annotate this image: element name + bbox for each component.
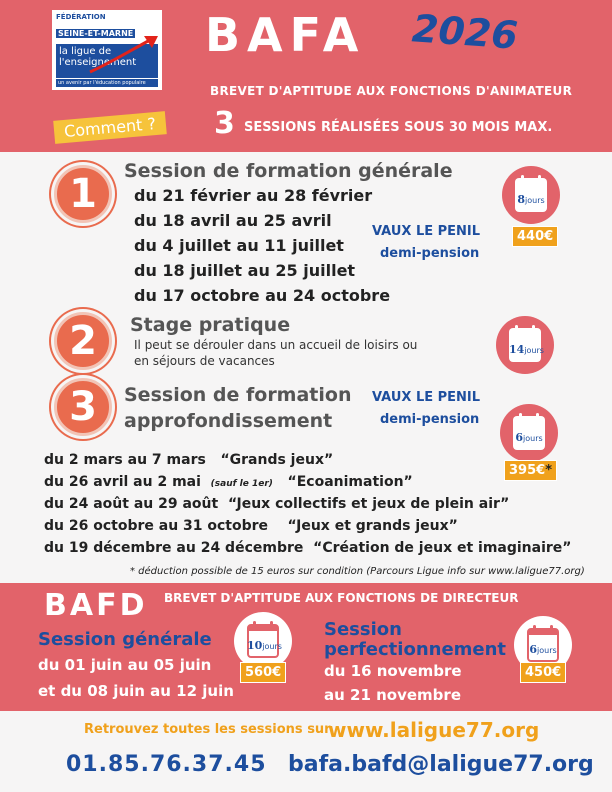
step1-date: du 4 juillet au 11 juillet — [134, 236, 344, 255]
bafa-title: BAFA — [205, 8, 366, 62]
sessions-number: 3 — [214, 106, 235, 141]
step1-place: VAUX LE PENIL — [372, 224, 481, 239]
step1-date: du 18 juillet au 25 juillet — [134, 261, 356, 280]
step3-session-theme: “Jeux et grands jeux” — [287, 518, 458, 534]
step2-desc-line2: en séjours de vacances — [134, 354, 275, 368]
logo-federation: FÉDÉRATION — [56, 13, 106, 21]
step3-session-row — [44, 452, 333, 468]
step3-session-dates: du 19 décembre au 24 décembre — [44, 540, 304, 556]
step1-price: 440€ — [512, 226, 558, 247]
step2-number: 2 — [54, 312, 112, 370]
step3-session-theme: “Jeux collectifs et jeux de plein air” — [227, 496, 510, 512]
bafd-general-line1: du 01 juin au 05 juin — [38, 656, 212, 674]
step3-session-dates: du 24 août au 29 août — [44, 496, 219, 512]
step1-days-label: jours — [525, 196, 545, 205]
bafd-perf-days-label: jours — [537, 646, 557, 655]
bafd-perf-title-line1: Session — [324, 619, 402, 640]
bafd-perf-line2: au 21 novembre — [324, 686, 461, 704]
step2-title: Stage pratique — [130, 314, 291, 336]
step3-session-theme: “Grands jeux” — [220, 452, 334, 468]
bafa-subtitle: BREVET D'APTITUDE AUX FONCTIONS D'ANIMATEUR — [210, 84, 573, 98]
footer-email-link[interactable]: bafa.bafd@laligue77.org — [288, 752, 594, 777]
bafa-year: 2026 — [410, 6, 520, 58]
step3-place: VAUX LE PENIL — [372, 390, 481, 405]
step3-mode: demi-pension — [380, 412, 480, 427]
bafd-perf-title-line2: perfectionnement — [324, 639, 507, 660]
step2-days-label: jours — [524, 346, 544, 355]
footer-text: Retrouvez toutes les sessions sur — [84, 722, 331, 737]
footer-phone[interactable]: 01.85.76.37.45 — [66, 752, 267, 777]
bafd-general-title: Session générale — [38, 629, 212, 650]
step3-title-line2: approfondissement — [124, 410, 333, 432]
step3-session-dates: du 26 octobre au 31 octobre — [44, 518, 269, 534]
bafd-general-days-num: 10 — [247, 639, 263, 652]
step3-title-line1: Session de formation — [124, 384, 352, 406]
step3-calendar-icon — [500, 404, 558, 462]
logo-arrow-icon — [88, 34, 160, 76]
bafd-title: BAFD — [44, 588, 148, 623]
logo-department: SEINE-ET-MARNE — [58, 29, 134, 38]
step1-title: Session de formation générale — [124, 160, 453, 182]
footnote: * déduction possible de 15 euros sur condition (Parcours Ligue info sur www.laligue77.org) — [130, 566, 585, 577]
step3-session-row — [44, 540, 572, 556]
bafd-general-days-label: jours — [262, 642, 282, 651]
bafd-perf-line1: du 16 novembre — [324, 662, 462, 680]
footer-url-link[interactable]: www.laligue77.org — [328, 718, 540, 742]
step3-session-row — [44, 496, 509, 512]
step3-session-dates: du 2 mars au 7 mars — [44, 452, 206, 468]
step3-session-row — [44, 518, 458, 534]
step2-desc-line1: Il peut se dérouler dans un accueil de loisirs ou — [134, 338, 418, 352]
step3-price — [504, 460, 557, 481]
logo-ligue: la ligue de l'enseignement — [56, 44, 158, 78]
step1-date: du 18 avril au 25 avril — [134, 211, 332, 230]
step3-session-theme: “Création de jeux et imaginaire” — [313, 540, 572, 556]
step1-mode: demi-pension — [380, 246, 480, 261]
bafd-general-line2: et du 08 juin au 12 juin — [38, 682, 234, 700]
step3-number: 3 — [54, 378, 112, 436]
bafd-perf-price: 450€ — [520, 662, 566, 683]
step3-session-row — [44, 474, 413, 490]
step3-price-value: 395€ — [509, 463, 546, 478]
step1-number: 1 — [54, 165, 112, 223]
comment-badge: Comment ? — [53, 111, 167, 144]
sessions-text: SESSIONS RÉALISÉES SOUS 30 MOIS MAX. — [244, 120, 553, 135]
step3-days-label: jours — [523, 434, 543, 443]
bafd-subtitle: BREVET D'APTITUDE AUX FONCTIONS DE DIRECTEUR — [164, 591, 519, 605]
step2-calendar-icon — [496, 316, 554, 374]
step2-days-num: 14 — [509, 343, 525, 356]
step3-session-theme: “Ecoanimation” — [287, 474, 413, 490]
step1-date: du 21 février au 28 février — [134, 186, 373, 205]
step1-date: du 17 octobre au 24 octobre — [134, 286, 391, 305]
step3-session-note: (sauf le 1er) — [210, 479, 273, 489]
step1-days-num: 8 — [517, 193, 525, 206]
step1-calendar-icon — [502, 166, 560, 224]
step3-session-dates: du 26 avril au 2 mai — [44, 474, 201, 490]
step3-days-num: 6 — [515, 431, 523, 444]
bafd-perf-days-num: 6 — [529, 643, 537, 656]
step3-price-star: * — [545, 463, 552, 478]
bafd-general-price: 560€ — [240, 662, 286, 683]
logo-tagline: un avenir par l'éducation populaire — [56, 79, 158, 87]
